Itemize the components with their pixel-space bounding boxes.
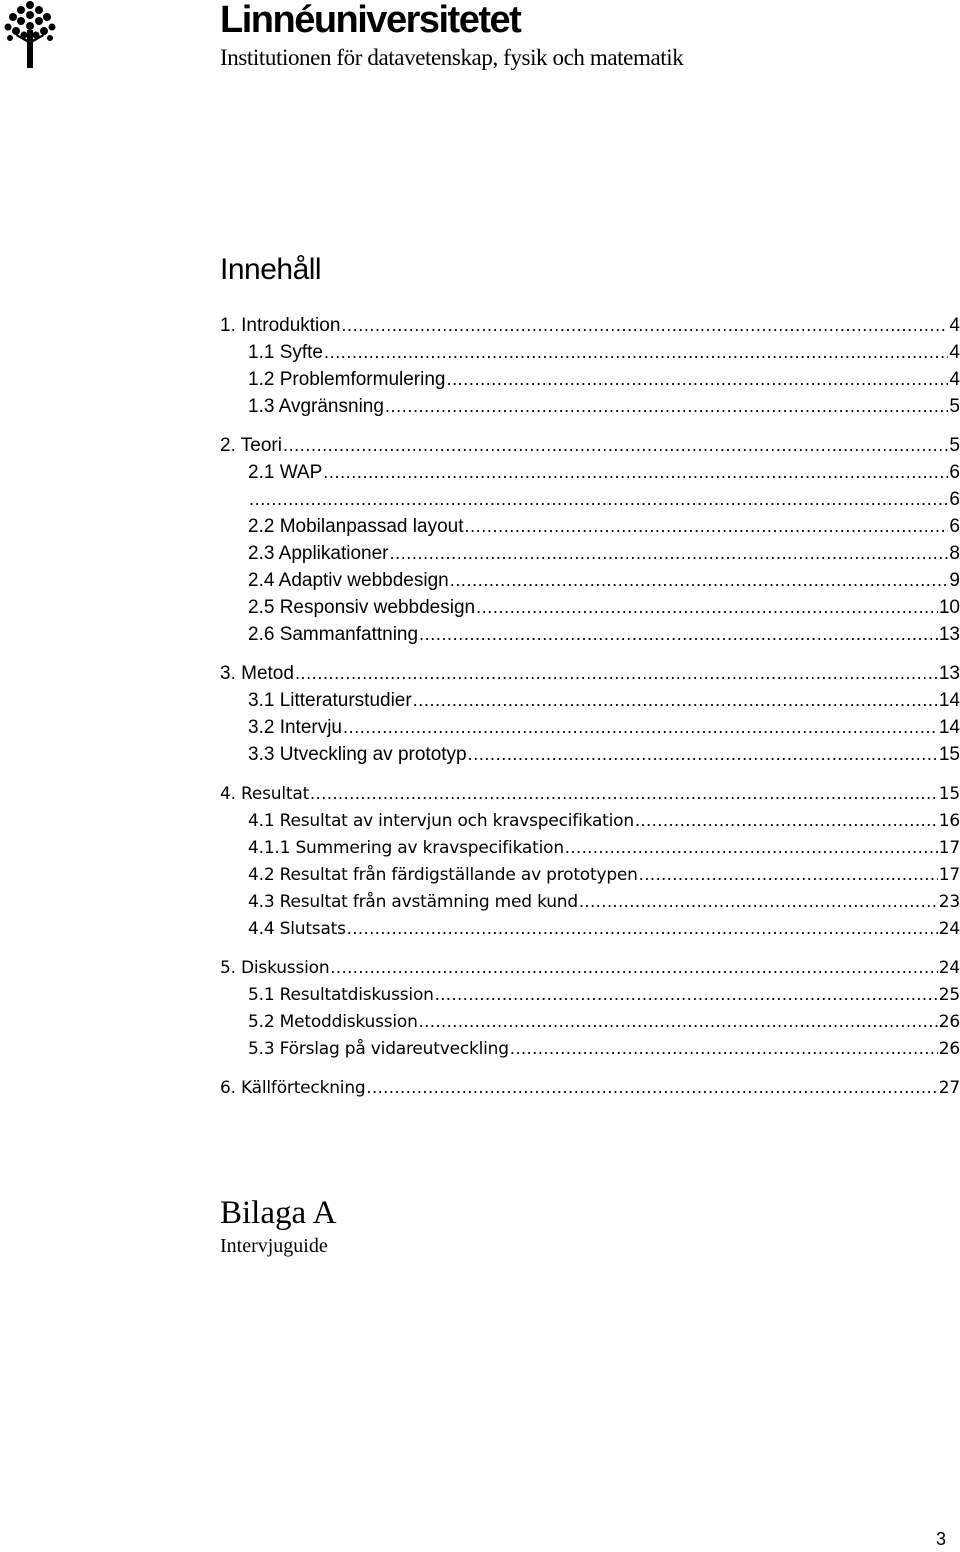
toc-entry[interactable] [220, 660, 960, 687]
toc-entry-label: 4.3 Resultat från avstämning med kund [248, 892, 578, 912]
toc-entry[interactable] [220, 888, 960, 915]
dot-leader [419, 1008, 938, 1035]
dot-leader [330, 954, 937, 981]
toc-entry-label: 2. Teori [220, 435, 282, 456]
toc-group-4 [220, 780, 960, 942]
toc-entry-label: 5.3 Förslag på vidareutveckling [248, 1039, 509, 1059]
toc-entry-page: 16 [938, 811, 960, 831]
toc-entry-page: 27 [938, 1078, 960, 1098]
toc-group-1 [220, 312, 960, 420]
toc-entry[interactable] [220, 981, 960, 1008]
toc-entry[interactable] [220, 861, 960, 888]
toc-entry-page: 5 [949, 435, 960, 456]
dot-leader [510, 1035, 938, 1062]
university-name: Linnéuniversitetet [220, 0, 521, 41]
toc-entry[interactable] [220, 567, 960, 594]
institution-name: Institutionen för datavetenskap, fysik och matematik [220, 45, 684, 70]
dot-leader [343, 714, 938, 741]
toc-entry[interactable] [220, 1008, 960, 1035]
toc-entry-label: 3.1 Litteraturstudier [248, 690, 412, 711]
dot-leader [295, 660, 938, 687]
toc-entry-label: 3.3 Utveckling av prototyp [248, 744, 467, 765]
toc-entry[interactable] [220, 780, 960, 807]
dot-leader [390, 540, 949, 567]
toc-entry-page: 6 [949, 489, 960, 510]
toc-entry-label: 1.2 Problemformulering [248, 369, 446, 390]
toc-entry-label: 3. Metod [220, 663, 294, 684]
dot-leader [341, 312, 948, 339]
dot-leader [450, 567, 949, 594]
toc-entry-page: 6 [949, 462, 960, 483]
toc-entry-label: 4.1 Resultat av intervjun och kravspecifikation [248, 811, 634, 831]
toc-entry[interactable] [220, 513, 960, 540]
toc-entry-page: 4 [949, 315, 960, 336]
toc-entry[interactable] [220, 486, 960, 513]
dot-leader [347, 915, 938, 942]
dot-leader [324, 339, 948, 366]
toc-group-6 [220, 1074, 960, 1101]
toc-entry[interactable] [220, 432, 960, 459]
toc-entry-page: 4 [949, 342, 960, 363]
dot-leader [468, 741, 938, 768]
dot-leader [464, 513, 948, 540]
dot-leader [367, 1074, 938, 1101]
toc-entry-page: 25 [938, 985, 960, 1005]
toc-entry[interactable] [220, 459, 960, 486]
toc-entry-page: 13 [938, 663, 960, 684]
toc-entry-label: 4.2 Resultat från färdigställande av prototypen [248, 865, 638, 885]
tree-logo-icon [4, 0, 56, 70]
toc-entry-page: 17 [938, 838, 960, 858]
dot-leader [565, 834, 938, 861]
toc-entry-page: 9 [949, 570, 960, 591]
dot-leader [385, 393, 948, 420]
toc-entry[interactable] [220, 339, 960, 366]
dot-leader [446, 366, 948, 393]
dot-leader [579, 888, 938, 915]
dot-leader [635, 807, 938, 834]
dot-leader [413, 687, 938, 714]
dot-leader [323, 459, 948, 486]
toc-entry-page: 14 [938, 717, 960, 738]
toc-entry[interactable] [220, 1074, 960, 1101]
toc-entry[interactable] [220, 312, 960, 339]
dot-leader [639, 861, 938, 888]
toc-entry[interactable] [220, 1035, 960, 1062]
toc-entry-page: 5 [949, 396, 960, 417]
dot-leader [476, 594, 938, 621]
dot-leader [419, 621, 938, 648]
toc-entry-label: 5.2 Metoddiskussion [248, 1012, 418, 1032]
page-number: 3 [936, 1529, 947, 1549]
toc-entry[interactable] [220, 540, 960, 567]
toc-entry-label: 2.4 Adaptiv webbdesign [248, 570, 449, 591]
toc-entry-label: 6. Källförteckning [220, 1078, 366, 1098]
toc-entry-page: 14 [938, 690, 960, 711]
toc-group-2 [220, 432, 960, 648]
toc-title: Innehåll [220, 253, 322, 286]
toc-entry-page: 4 [949, 369, 960, 390]
toc-entry-label: 2.3 Applikationer [248, 543, 389, 564]
appendix-subtitle: Intervjuguide [220, 1235, 328, 1257]
toc-entry[interactable] [220, 807, 960, 834]
page-header [4, 0, 764, 80]
toc-entry-page: 26 [938, 1012, 960, 1032]
toc-entry[interactable] [220, 834, 960, 861]
toc-entry-label: 2.5 Responsiv webbdesign [248, 597, 476, 618]
toc-entry[interactable] [220, 687, 960, 714]
toc-group-3 [220, 660, 960, 768]
toc-entry-label: 4.1.1 Summering av kravspecifikation [248, 838, 564, 858]
toc-entry-label: 5.1 Resultatdiskussion [248, 985, 434, 1005]
toc-entry-page: 8 [949, 543, 960, 564]
toc-entry[interactable] [220, 954, 960, 981]
toc-entry-page: 24 [938, 919, 960, 939]
appendix-title: Bilaga A [220, 1195, 337, 1231]
toc-entry-page: 6 [949, 516, 960, 537]
toc-entry-page: 10 [938, 597, 960, 618]
toc-entry[interactable] [220, 594, 960, 621]
toc-entry[interactable] [220, 714, 960, 741]
toc-entry-label: 1. Introduktion [220, 315, 341, 336]
dot-leader [435, 981, 938, 1008]
toc-entry-label: 1.3 Avgränsning [248, 396, 384, 417]
toc-entry-page: 17 [938, 865, 960, 885]
toc-entry-page: 15 [938, 744, 960, 765]
toc-entry-label: 2.1 WAP [248, 462, 323, 483]
toc-entry-label: 4.4 Slutsats [248, 919, 346, 939]
toc-entry[interactable] [220, 366, 960, 393]
toc-entry-page: 24 [938, 958, 960, 978]
dot-leader [249, 486, 948, 513]
dot-leader [283, 432, 948, 459]
toc-entry-page: 13 [938, 624, 960, 645]
toc-entry-label: 4. Resultat [220, 784, 310, 804]
toc-entry-label: 1.1 Syfte [248, 342, 323, 363]
toc-group-5 [220, 954, 960, 1062]
toc-entry-label: 2.2 Mobilanpassad layout [248, 516, 464, 537]
dot-leader [310, 780, 938, 807]
toc-entry[interactable] [220, 621, 960, 648]
toc-entry[interactable] [220, 915, 960, 942]
table-of-contents [220, 312, 960, 1113]
toc-entry[interactable] [220, 741, 960, 768]
toc-entry-page: 15 [938, 784, 960, 804]
toc-entry-label: 5. Diskussion [220, 958, 330, 978]
toc-entry-page: 23 [938, 892, 960, 912]
toc-entry-page: 26 [938, 1039, 960, 1059]
toc-entry-label: 3.2 Intervju [248, 717, 342, 738]
toc-entry-label: 2.6 Sammanfattning [248, 624, 419, 645]
toc-entry[interactable] [220, 393, 960, 420]
